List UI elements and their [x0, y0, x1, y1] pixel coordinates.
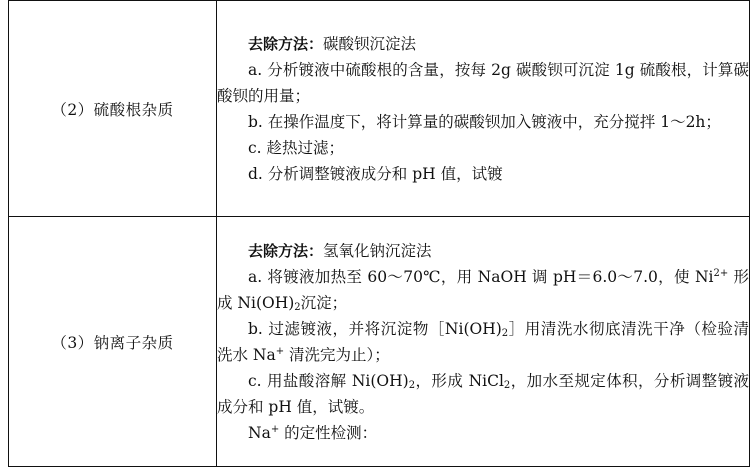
- method-label: 去除方法：: [248, 34, 324, 53]
- method-line: [217, 238, 749, 264]
- removal-method-cell: [217, 1, 750, 217]
- step-c: c. 用盐酸溶解 $Ni(OH)_2$，形成 NiCl$_2$，加水至规定体积，分析调整镀液成分和 pH 值，试镀。: [217, 371, 749, 416]
- removal-method-cell: [217, 217, 750, 467]
- method-label: 去除方法：: [248, 241, 324, 260]
- impurity-label-sodium: （3）钠离子杂质: [9, 217, 217, 467]
- step-d: Na+ 的定性检测：: [248, 423, 378, 442]
- method-line: [217, 31, 749, 57]
- step-b: b. 过滤镀液，并将沉淀物$[Ni(OH)_2]$用清洗水彻底清洗干净（检验清洗水 Na+ 清洗完为止）；: [217, 319, 749, 364]
- step-d: d. 分析调整镀液成分和 pH 值，试镀: [248, 164, 503, 183]
- table-row: [9, 1, 750, 217]
- method-value: 碳酸钡沉淀法: [323, 34, 417, 53]
- impurity-label-sulfate: （2）硫酸根杂质: [9, 1, 217, 217]
- impurity-removal-table: [8, 0, 750, 467]
- method-value: 氢氧化钠沉淀法: [323, 241, 432, 260]
- step-a: a. 将镀液加热至 60～70℃，用 NaOH 调 pH＝6.0～7.0，使 $Ni^{2+}$ 形成 $Ni(OH)_2$沉淀；: [217, 267, 749, 313]
- step-b: b. 在操作温度下，将计算量的碳酸钡加入镀液中，充分搅拌 1～2h；: [248, 112, 721, 131]
- step-a: a. 分析镀液中硫酸根的含量，按每 2g 碳酸钡可沉淀 1g 硫酸根，计算碳酸钡的用量；: [217, 60, 749, 105]
- table-row: [9, 217, 750, 467]
- step-c: c. 趁热过滤；: [248, 138, 345, 157]
